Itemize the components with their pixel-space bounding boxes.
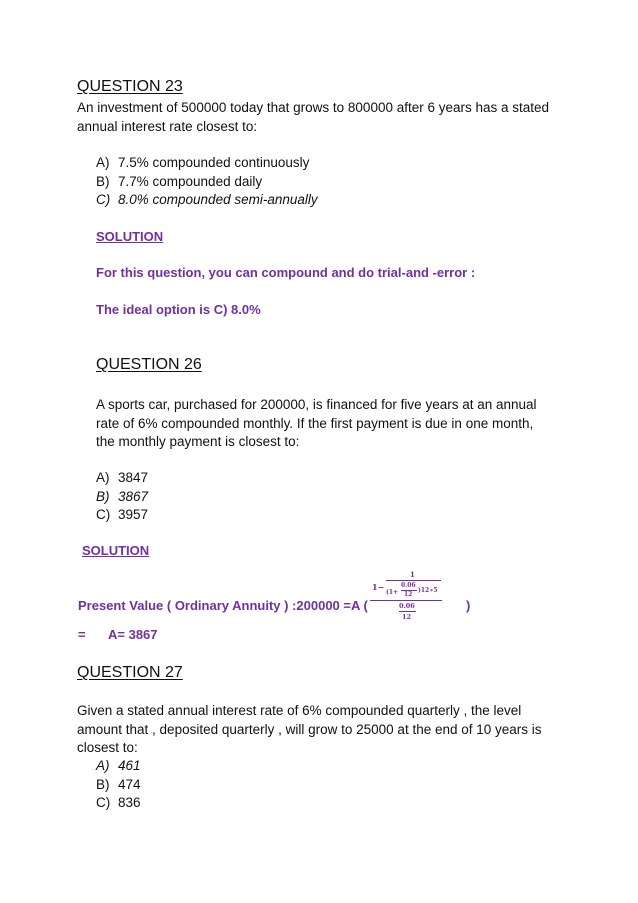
formula-den-bar <box>399 611 416 612</box>
option-b <box>96 488 148 507</box>
question-26-title: QUESTION 26 <box>96 356 202 373</box>
formula-inner-fraction-bar <box>386 580 441 581</box>
formula-main-fraction-bar <box>370 600 442 601</box>
question-26-text-line2: rate of 6% compounded monthly. If the first payment is due in one month, <box>96 415 534 431</box>
solution-text: For this question, you can compound and do trial-and -error : <box>96 265 476 280</box>
option-label: A) <box>96 758 110 773</box>
option-text: 3847 <box>118 470 149 485</box>
option-b <box>96 173 318 192</box>
option-text: 461 <box>118 758 141 773</box>
present-value-text: Present Value ( Ordinary Annuity ) :200000 =A ( <box>78 598 368 613</box>
annuity-formula <box>372 570 444 630</box>
option-label: A) <box>96 470 110 485</box>
formula-den-den: 12 <box>402 613 412 621</box>
question-27-text-line3: closest to: <box>77 740 138 755</box>
option-label: C) <box>96 507 111 522</box>
option-label: B) <box>96 173 110 189</box>
formula-rate-den: 12 <box>404 591 413 598</box>
option-c <box>96 794 141 813</box>
option-b <box>96 776 141 795</box>
question-26-text <box>96 396 596 452</box>
question-27-text-line2: amount that , deposited quarterly , will grow to 25000 at the end of 10 years is <box>77 721 542 737</box>
answer-equals: = <box>78 627 86 642</box>
option-a <box>96 469 148 488</box>
formula-inner-one: 1 <box>410 570 415 579</box>
option-c <box>96 506 148 525</box>
question-27-text <box>77 702 607 758</box>
option-text: 8.0% compounded semi-annually <box>118 192 318 207</box>
option-a <box>96 154 318 173</box>
solution-label: SOLUTION <box>82 543 150 558</box>
solution-label: SOLUTION <box>96 229 164 244</box>
question-27-text-line1: Given a stated annual interest rate of 6% compounded quarterly , the level <box>77 703 522 718</box>
solution-answer: The ideal option is C) 8.0% <box>96 302 261 317</box>
answer-value: A= 3867 <box>108 627 158 642</box>
question-23-title: QUESTION 23 <box>77 78 183 95</box>
question-27-title: QUESTION 27 <box>77 664 183 681</box>
option-a <box>96 757 141 776</box>
formula-one-minus: 1− <box>372 582 385 592</box>
question-27-options <box>96 757 141 813</box>
question-23-text <box>77 99 597 136</box>
option-c <box>96 191 318 210</box>
option-text: 7.5% compounded continuously <box>118 155 310 170</box>
question-26-options <box>96 469 148 525</box>
option-text: 3957 <box>118 507 149 522</box>
option-text: 474 <box>118 776 141 792</box>
option-label: C) <box>96 192 111 207</box>
formula-den-num: 0.06 <box>399 602 415 610</box>
question-26-text-line1: A sports car, purchased for 200000, is financed for five years at an annual <box>96 397 537 412</box>
formula-open: (1+ <box>386 589 399 596</box>
present-value-close-paren: ) <box>466 598 471 613</box>
option-label: A) <box>96 155 110 170</box>
option-text: 836 <box>118 795 141 810</box>
question-23-options <box>96 154 318 210</box>
option-text: 3867 <box>118 488 149 504</box>
option-label: B) <box>96 776 110 792</box>
option-label: B) <box>96 488 110 504</box>
option-label: C) <box>96 795 111 810</box>
formula-rate-num: 0.06 <box>401 582 416 589</box>
question-26-text-line3: the monthly payment is closest to: <box>96 434 300 449</box>
question-23-text-line2: annual interest rate closest to: <box>77 118 258 134</box>
option-text: 7.7% compounded daily <box>118 173 263 189</box>
question-23-text-line1: An investment of 500000 today that grows to 800000 after 6 years has a stated <box>77 100 550 115</box>
formula-exponent: )12∗5 <box>418 587 438 594</box>
